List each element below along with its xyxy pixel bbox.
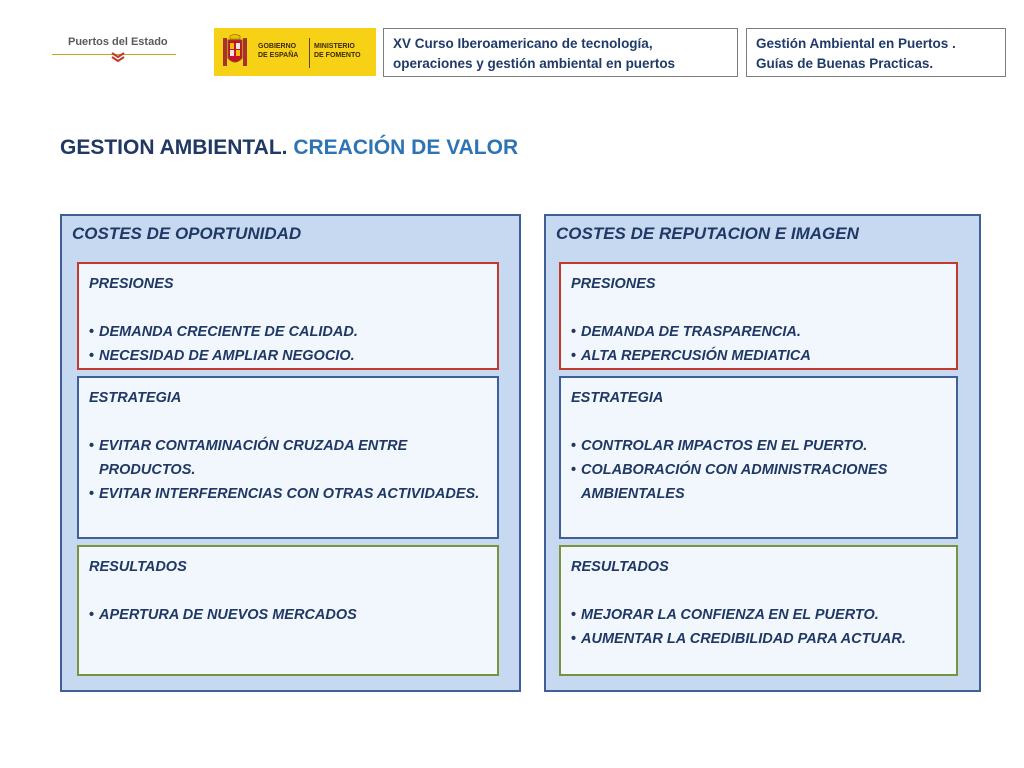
estrategia-box xyxy=(559,376,958,539)
course-line-1: XV Curso Iberoamericano de tecnología, xyxy=(393,36,653,51)
list-item: • MEJORAR LA CONFIENZA EN EL PUERTO. xyxy=(571,603,946,627)
course-title-box xyxy=(383,28,738,77)
presiones-list xyxy=(89,320,487,368)
list-item: • ALTA REPERCUSIÓN MEDIATICA xyxy=(571,344,946,368)
list-item: • EVITAR CONTAMINACIÓN CRUZADA ENTRE PRODUCTOS. xyxy=(89,434,487,482)
resultados-box xyxy=(559,545,958,676)
gobierno-espana-logo xyxy=(214,28,376,76)
panel-costes-reputacion xyxy=(544,214,981,692)
course-line-2: operaciones y gestión ambiental en puertos xyxy=(393,56,676,71)
page-title-accent: CREACIÓN DE VALOR xyxy=(293,136,519,159)
topic-line-1: Gestión Ambiental en Puertos . xyxy=(756,36,956,51)
presiones-heading: PRESIONES xyxy=(571,276,656,292)
coat-of-arms-icon xyxy=(222,34,248,70)
resultados-heading: RESULTADOS xyxy=(89,559,187,575)
logo-separator xyxy=(309,38,310,68)
estrategia-box xyxy=(77,376,499,539)
list-item: • NECESIDAD DE AMPLIAR NEGOCIO. xyxy=(89,344,487,368)
panel-title: COSTES DE OPORTUNIDAD xyxy=(72,224,302,243)
estrategia-heading: ESTRATEGIA xyxy=(571,390,664,406)
logo-gobierno-text: GOBIERNO DE ESPAÑA xyxy=(258,43,299,59)
panel-costes-oportunidad xyxy=(60,214,521,692)
resultados-heading: RESULTADOS xyxy=(571,559,669,575)
page-title-main: GESTION AMBIENTAL. xyxy=(60,136,288,159)
topic-title-box xyxy=(746,28,1006,77)
wave-logo-icon xyxy=(110,49,126,63)
estrategia-heading: ESTRATEGIA xyxy=(89,390,182,406)
list-item: • AUMENTAR LA CREDIBILIDAD PARA ACTUAR. xyxy=(571,627,946,651)
presiones-box xyxy=(77,262,499,370)
resultados-list xyxy=(571,603,946,651)
resultados-list xyxy=(89,603,487,627)
estrategia-list xyxy=(89,434,487,506)
list-item: • DEMANDA CRECIENTE DE CALIDAD. xyxy=(89,320,487,344)
puertos-del-estado-logo xyxy=(52,32,180,68)
estrategia-list xyxy=(571,434,946,506)
list-item: • DEMANDA DE TRASPARENCIA. xyxy=(571,320,946,344)
logo-ministerio-text: MINISTERIO DE FOMENTO xyxy=(314,43,361,59)
presiones-box xyxy=(559,262,958,370)
list-item: • CONTROLAR IMPACTOS EN EL PUERTO. xyxy=(571,434,946,458)
presiones-list xyxy=(571,320,946,368)
list-item: • COLABORACIÓN CON ADMINISTRACIONES AMBIENTALES xyxy=(571,458,946,506)
panel-title: COSTES DE REPUTACION E IMAGEN xyxy=(556,224,859,243)
page-title xyxy=(60,136,518,160)
list-item: • APERTURA DE NUEVOS MERCADOS xyxy=(89,603,487,627)
list-item: • EVITAR INTERFERENCIAS CON OTRAS ACTIVIDADES. xyxy=(89,482,487,506)
presiones-heading: PRESIONES xyxy=(89,276,174,292)
resultados-box xyxy=(77,545,499,676)
topic-line-2: Guías de Buenas Practicas. xyxy=(756,56,934,71)
logo-puertos-text: Puertos del Estado xyxy=(68,36,168,48)
